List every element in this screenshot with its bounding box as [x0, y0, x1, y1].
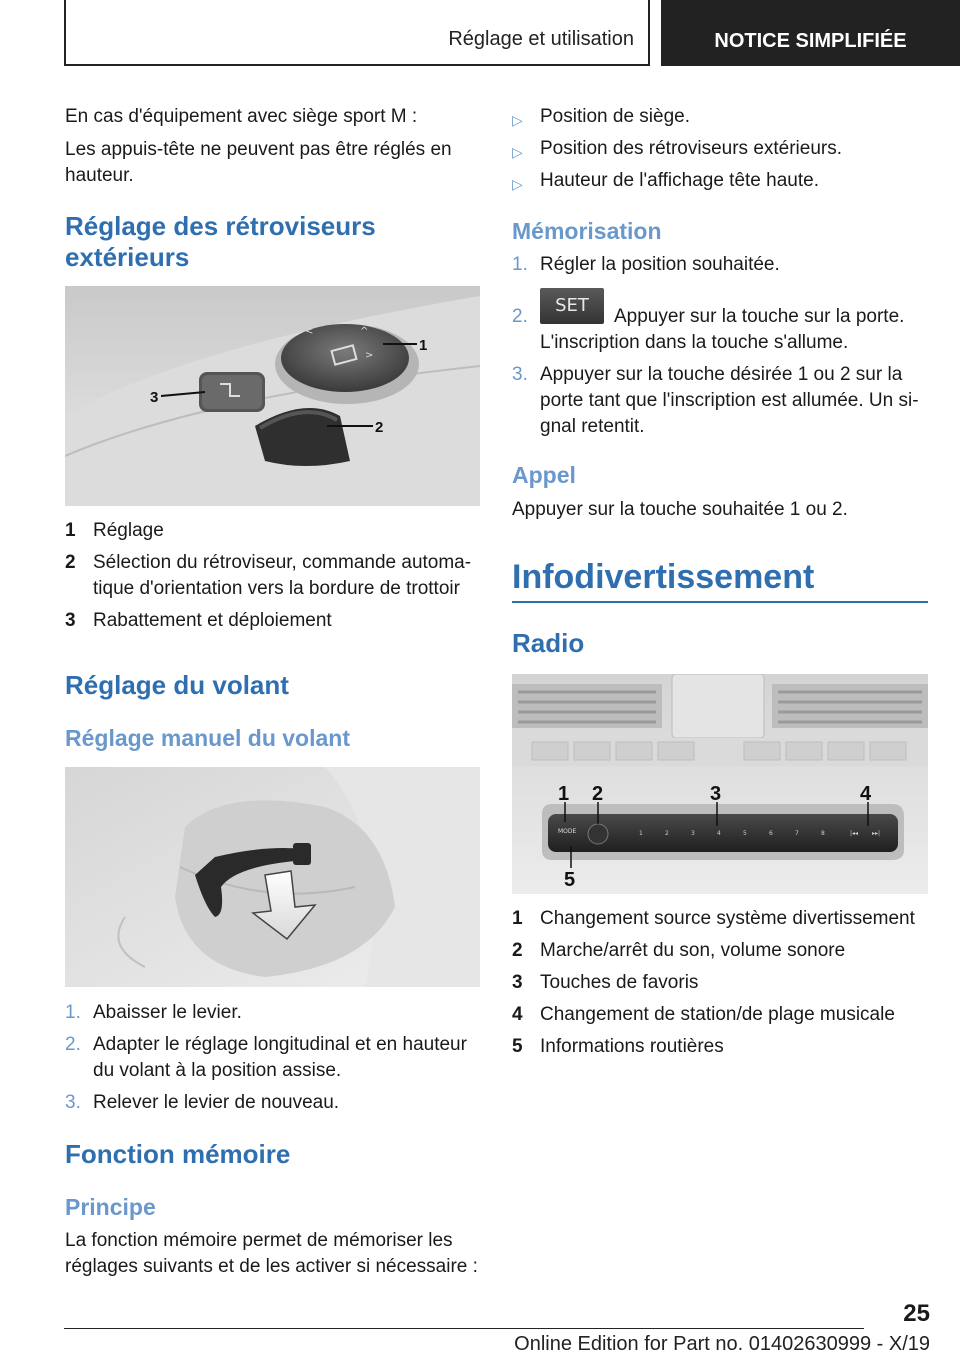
mirror-callout-2: 2 [375, 419, 384, 436]
memorize-title: Mémorisation [512, 218, 662, 244]
legend-text: Changement de station/de plage musicale [540, 1004, 895, 1025]
legend-number: 3 [65, 610, 76, 631]
step-text: Appuyer sur la touche sur la porte. [614, 306, 905, 327]
memory-title: Fonction mémoire [65, 1139, 291, 1169]
favorite-key-1-label: 1 [639, 830, 643, 837]
principle-text-line2: réglages suivants et de les activer si nécessaire : [65, 1256, 478, 1277]
legend-number: 5 [512, 1036, 523, 1057]
favorite-key-4-label: 4 [717, 830, 721, 837]
footer-edition: Online Edition for Part no. 01402630999 - X/19 [514, 1333, 930, 1355]
favorite-key-5-label: 5 [743, 830, 747, 837]
memorize-step-1 [512, 252, 928, 278]
svg-text:>: > [365, 350, 374, 361]
footer-rule [64, 1328, 864, 1329]
memorize-step-2 [512, 288, 928, 358]
infotainment-title: Infodivertissement [512, 558, 815, 596]
bullet-text: Hauteur de l'affichage tête haute. [540, 170, 819, 191]
steering-lever-illustration [65, 767, 480, 987]
legend-number: 4 [512, 1004, 523, 1025]
memory-bullet-3 [512, 168, 928, 194]
principle-text-line1: La fonction mémoire permet de mémoriser les [65, 1230, 453, 1251]
favorite-key-8-label: 8 [821, 830, 825, 837]
intro-text-line1: Les appuis-tête ne peuvent pas être réglés en [65, 139, 452, 160]
radio-callout-5: 5 [564, 869, 576, 891]
step-number: 3. [512, 364, 528, 385]
step-text: Appuyer sur la touche désirée 1 ou 2 sur la [540, 364, 903, 385]
mirror-controls-illustration [65, 286, 480, 506]
mirrors-legend-item-3 [65, 608, 480, 634]
favorite-key-3-label: 3 [691, 830, 695, 837]
radio-title: Radio [512, 628, 585, 658]
legend-text: Marche/arrêt du son, volume sonore [540, 940, 846, 961]
memory-bullet-1 [512, 104, 928, 130]
radio-legend-item-1 [512, 906, 928, 932]
step-text: Régler la position souhaitée. [540, 254, 780, 275]
bullet-text: Position des rétroviseurs extérieurs. [540, 138, 843, 159]
radio-panel-figure [512, 674, 928, 894]
legend-number: 3 [512, 972, 523, 993]
radio-callout-2: 2 [592, 783, 604, 805]
steering-step-3 [65, 1090, 480, 1116]
favorite-key-6-label: 6 [769, 830, 773, 837]
mirrors-title-line2: extérieurs [65, 242, 190, 272]
step-text-continued: du volant à la position assise. [93, 1060, 342, 1081]
step-number: 2. [512, 306, 528, 327]
step-text: Adapter le réglage longitudinal et en hauteur [93, 1034, 467, 1055]
triangle-bullet-icon: ▷ [512, 144, 523, 160]
radio-callout-4: 4 [860, 783, 872, 805]
set-button-icon: SET [540, 288, 604, 324]
step-text-continued: L'inscription dans la touche s'allume. [540, 332, 849, 353]
step-number: 2. [65, 1034, 81, 1055]
step-number: 3. [65, 1092, 81, 1113]
favorite-key-7-label: 7 [795, 830, 799, 837]
step-text: Abaisser le levier. [93, 1002, 242, 1023]
legend-text: Réglage [93, 520, 164, 541]
legend-text-continued: tique d'orientation vers la bordure de trottoir [93, 578, 460, 599]
intro-line: En cas d'équipement avec siège sport M : [65, 106, 418, 127]
legend-text: Informations routières [540, 1036, 724, 1057]
recall-title: Appel [512, 462, 576, 488]
svg-text:▸▸|: ▸▸| [872, 830, 881, 837]
legend-number: 1 [512, 908, 523, 929]
steering-title: Réglage du volant [65, 670, 289, 700]
favorite-key-2-label: 2 [665, 830, 669, 837]
radio-legend-item-4 [512, 1002, 928, 1028]
radio-legend-item-2 [512, 938, 928, 964]
header-section-title: Réglage et utilisation [448, 28, 634, 50]
mirror-callout-1: 1 [419, 337, 428, 354]
radio-mode-label: MODE [558, 828, 577, 835]
section-rule [512, 601, 928, 603]
legend-text: Changement source système divertissement [540, 908, 915, 929]
legend-number: 2 [512, 940, 523, 961]
mirror-callout-3: 3 [150, 389, 159, 406]
step-text-continued: porte tant que l'inscription est allumée. Un si- [540, 390, 919, 411]
bullet-text: Position de siège. [540, 106, 690, 127]
radio-callout-3: 3 [710, 783, 722, 805]
svg-text:|◂◂: |◂◂ [850, 830, 859, 837]
steering-step-2 [65, 1032, 480, 1084]
legend-text: Touches de favoris [540, 972, 699, 993]
legend-number: 2 [65, 552, 76, 573]
page-number: 25 [903, 1300, 930, 1327]
mirrors-title-line1: Réglage des rétroviseurs [65, 211, 376, 241]
svg-text:^: ^ [360, 326, 369, 337]
steering-lever-figure [65, 767, 480, 987]
steering-subtitle: Réglage manuel du volant [65, 725, 350, 751]
legend-text: Rabattement et déploiement [93, 610, 332, 631]
step-number: 1. [65, 1002, 81, 1023]
mirror-controls-figure [65, 286, 480, 506]
radio-panel-illustration [512, 674, 928, 894]
legend-text: Sélection du rétroviseur, commande automa- [93, 552, 472, 573]
memorize-step-3 [512, 362, 928, 440]
steering-step-1 [65, 1000, 480, 1026]
header-tag: NOTICE SIMPLIFIÉE [661, 0, 960, 66]
recall-text: Appuyer sur la touche souhaitée 1 ou 2. [512, 499, 848, 520]
principle-title: Principe [65, 1194, 156, 1220]
triangle-bullet-icon: ▷ [512, 112, 523, 128]
radio-callout-1: 1 [558, 783, 570, 805]
step-text-continued: gnal retentit. [540, 416, 645, 437]
header-frame [64, 0, 650, 66]
memory-bullet-2 [512, 136, 928, 162]
mirrors-legend-item-1 [65, 518, 480, 544]
step-text: Relever le levier de nouveau. [93, 1092, 340, 1113]
radio-legend-item-3 [512, 970, 928, 996]
radio-legend-item-5 [512, 1034, 928, 1060]
step-number: 1. [512, 254, 528, 275]
triangle-bullet-icon: ▷ [512, 176, 523, 192]
svg-text:<: < [305, 326, 314, 337]
legend-number: 1 [65, 520, 76, 541]
mirrors-legend-item-2 [65, 550, 480, 602]
intro-text-line2: hauteur. [65, 165, 134, 186]
